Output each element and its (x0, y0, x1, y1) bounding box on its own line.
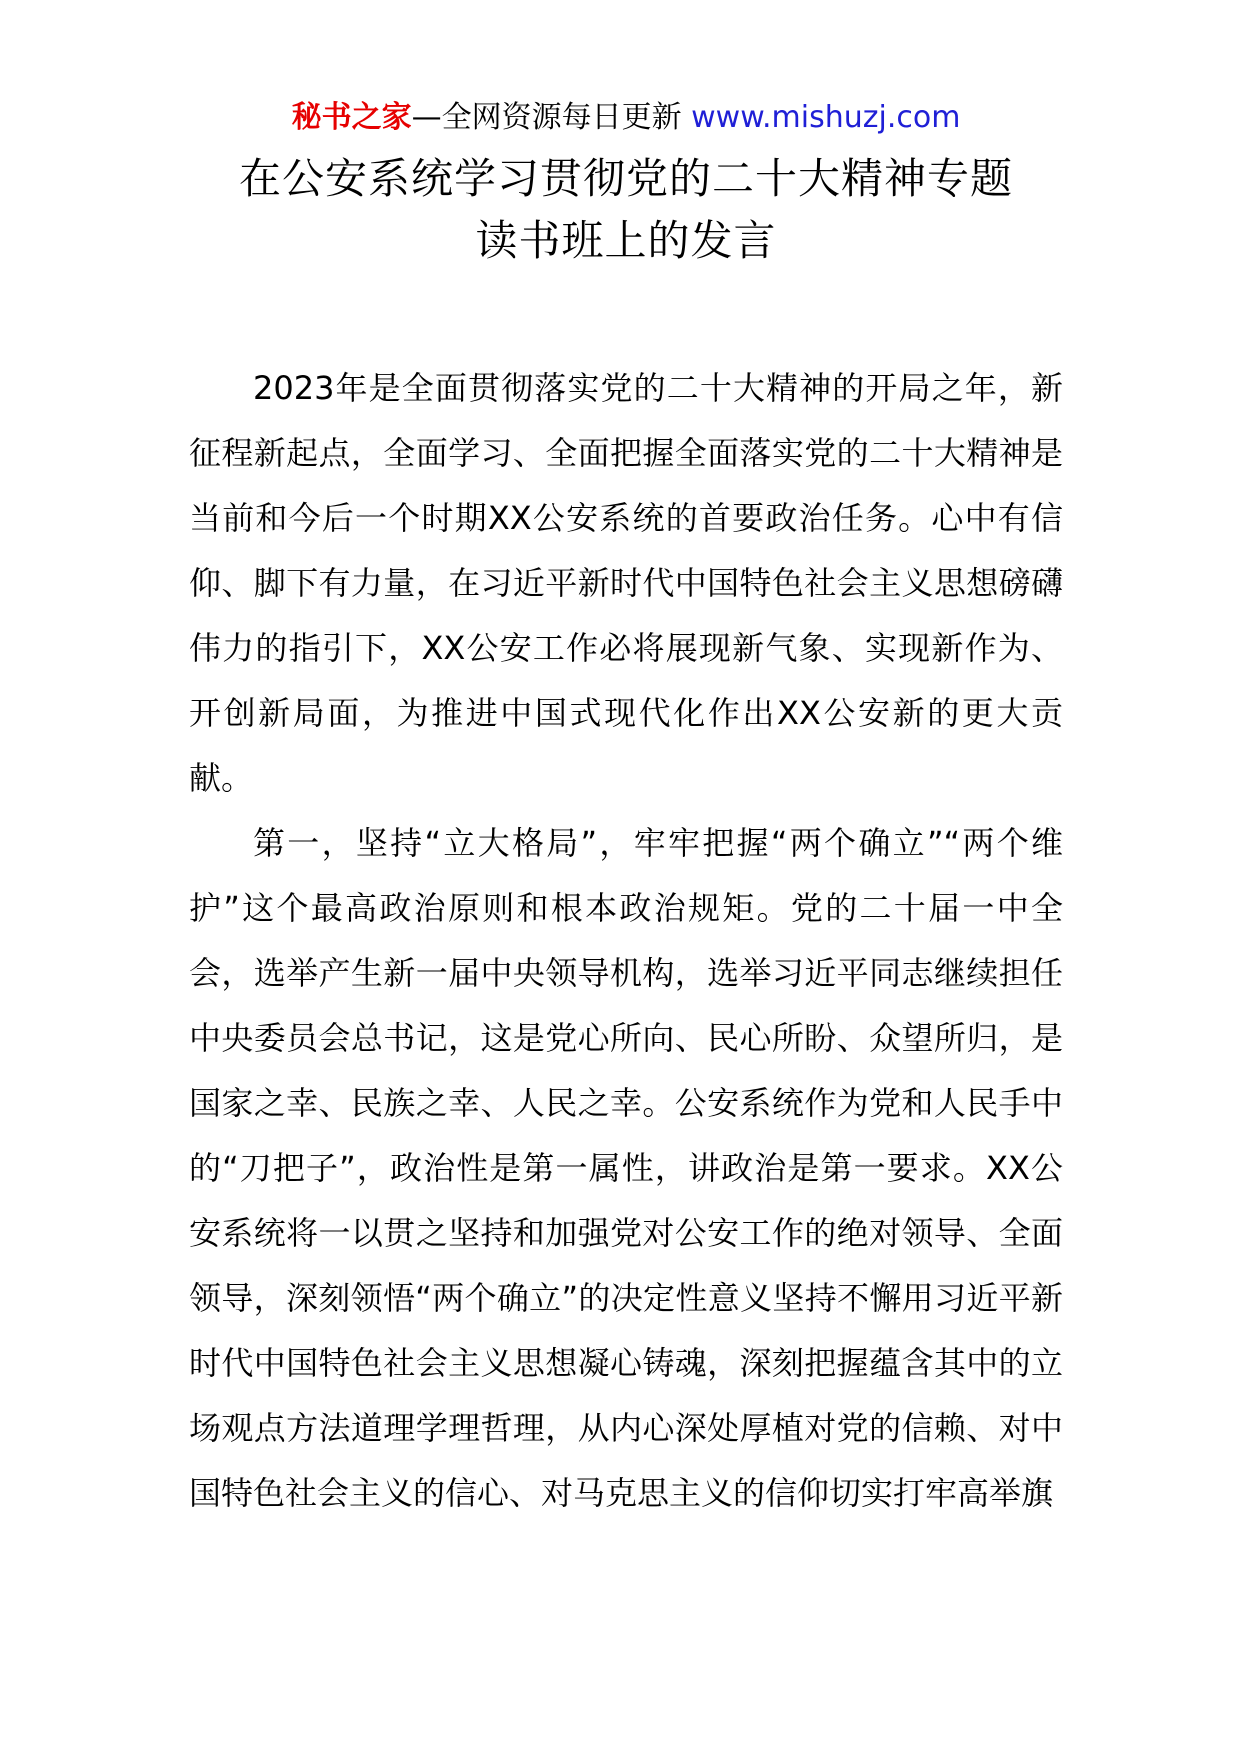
document-title-line-2: 读书班上的发言 (475, 216, 777, 265)
site-url-link[interactable]: www.mishuzj.com (691, 100, 961, 135)
document-title-line-1: 在公安系统学习贯彻党的二十大精神专题 (238, 154, 1013, 203)
body-paragraph-2: 第一，坚持“立大格局”，牢牢把握“两个确立”“两个维护”这个最高政治原则和根本政治规矩。党的二十届一中全会，选举产生新一届中央领导机构，选举习近平同志继续担任中央委员会总书记，这是党心所向、民心所盼、众望所归，是国家之幸、民族之幸、人民之幸。公安系统作为党和人民手中的“刀把子”，政治性是第一属性，讲政治是第一要求。XX公安系统将一以贯之坚持和加强党对公安工作的绝对领导、全面领导，深刻领悟“两个确立”的决定性意义坚持不懈用习近平新时代中国特色社会主义思想凝心铸魂，深刻把握蕴含其中的立场观点方法道理学理哲理，从内心深处厚植对党的信赖、对中国特色社会主义的信心、对马克思主义的信仰切实打牢高举旗 (189, 824, 1063, 1512)
site-tagline: —全网资源每日更新 (411, 100, 682, 135)
body-paragraph-1: 2023年是全面贯彻落实党的二十大精神的开局之年，新征程新起点，全面学习、全面把握全面落实党的二十大精神是当前和今后一个时期XX公安系统的首要政治任务。心中有信仰、脚下有力量，在习近平新时代中国特色社会主义思想磅礴伟力的指引下，XX公安工作必将展现新气象、实现新作为、开创新局面，为推进中国式现代化作出XX公安新的更大贡献。 (189, 369, 1063, 797)
site-brand: 秘书之家 (291, 100, 412, 135)
document-body (189, 356, 1063, 1526)
document-title (189, 148, 1063, 272)
site-header (189, 98, 1063, 138)
